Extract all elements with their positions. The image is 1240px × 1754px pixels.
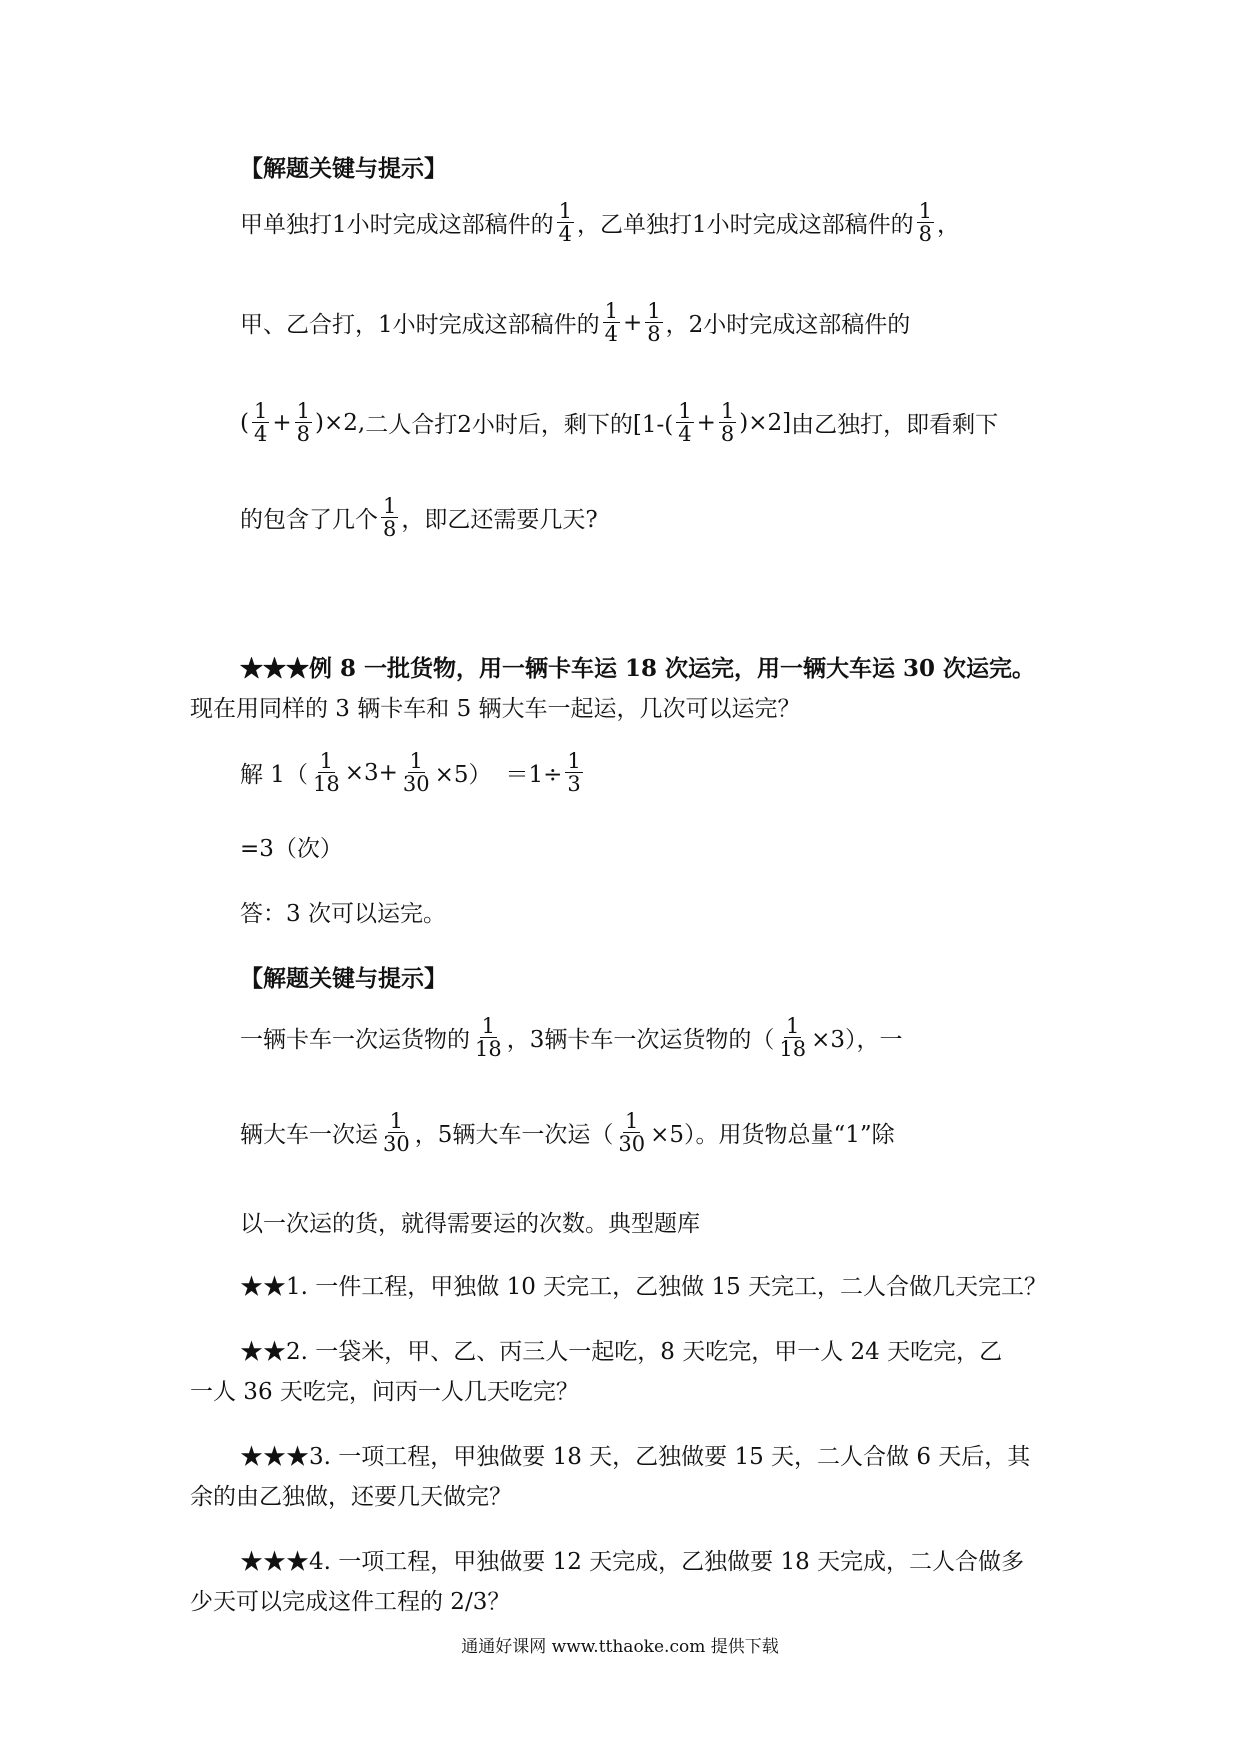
text: 辆大车一次运: [240, 1122, 378, 1149]
text: 一辆卡车一次运货物的: [240, 1027, 470, 1054]
hint1-line-3: [240, 400, 998, 445]
solution-result: =3（次）: [240, 836, 343, 862]
fraction-1-18: $\frac{1}{18}$: [312, 749, 340, 797]
problem-2-line-1: ★★2. 一袋米，甲、乙、丙三人一起吃，8 天吃完，甲一人 24 天吃完，乙: [240, 1339, 1003, 1365]
fraction-1-4: $\frac{1}{4}$: [558, 199, 573, 247]
fraction-1-30: $\frac{1}{30}$: [402, 749, 430, 797]
fraction-1-8: $\frac{1}{8}$: [720, 399, 735, 447]
text: ，乙单独打1小时完成这部稿件的: [577, 212, 914, 239]
text: ，2小时完成这部稿件的: [665, 312, 911, 339]
text: 解 1（: [240, 762, 308, 789]
text: 由乙独打，即看剩下: [791, 412, 999, 439]
text: ，即乙还需要几天?: [401, 507, 598, 534]
text: ＝1÷: [505, 762, 563, 789]
hint-heading-1: 【解题关键与提示】: [240, 155, 447, 182]
text: )×2]: [739, 409, 792, 436]
fraction-1-8: $\frac{1}{8}$: [383, 494, 397, 542]
hint2-line-1: [240, 1015, 903, 1060]
text: 二人合打2小时后，剩下的[1-(: [365, 412, 674, 439]
problem-3-line-2: 余的由乙独做，还要几天做完？: [190, 1484, 512, 1510]
text: ×5）: [434, 762, 492, 789]
hint1-line-4: [240, 495, 598, 540]
text: 甲单独打1小时完成这部稿件的: [240, 212, 554, 239]
fraction-1-8: $\frac{1}{8}$: [647, 299, 661, 347]
fraction-1-30: $\frac{1}{30}$: [618, 1109, 646, 1157]
example-8-line-1: [240, 650, 1035, 683]
problem-4-line-2: 少天可以完成这件工程的 2/3？: [190, 1589, 511, 1615]
fraction-1-4: $\frac{1}{4}$: [253, 399, 268, 447]
hint-heading-2: 【解题关键与提示】: [240, 965, 447, 992]
text: 的包含了几个: [240, 507, 378, 534]
plus-sign: +: [623, 309, 643, 336]
fraction-1-18: $\frac{1}{18}$: [779, 1014, 807, 1062]
text: ×5）。用货物总量“1”除: [650, 1122, 895, 1149]
solution-line: [240, 750, 586, 795]
fraction-1-8: $\frac{1}{8}$: [296, 399, 311, 447]
fraction-1-8: $\frac{1}{8}$: [918, 199, 933, 247]
text: ×3+: [344, 759, 398, 786]
text: ，: [937, 212, 961, 239]
fraction-1-3: $\frac{1}{3}$: [567, 749, 581, 797]
problem-2-line-2: 一人 36 天吃完，问丙一人几天吃完？: [190, 1379, 579, 1405]
fraction-1-4: $\frac{1}{4}$: [604, 299, 619, 347]
plus-sign: +: [272, 409, 292, 436]
fraction-1-30: $\frac{1}{30}$: [383, 1109, 410, 1157]
text: 甲、乙合打，1小时完成这部稿件的: [240, 312, 600, 339]
plus-sign: +: [696, 409, 716, 436]
open-paren: (: [240, 409, 249, 436]
problem-4-line-1: ★★★4. 一项工程，甲独做要 12 天完成，乙独做要 18 天完成，二人合做多: [240, 1549, 1025, 1575]
example-8-text: ★★★例 8 一批货物，用一辆卡车运 18 次运完，用一辆大车运 30 次运完。: [240, 655, 1036, 682]
hint1-line-2: [240, 300, 910, 345]
hint2-line-2: [240, 1110, 895, 1155]
text: ×3），一: [811, 1027, 903, 1054]
footer-text: 通通好课网 www.tthaoke.com 提供下载: [461, 1637, 779, 1657]
text: ，3辆卡车一次运货物的（: [506, 1027, 775, 1054]
fraction-1-4: $\frac{1}{4}$: [678, 399, 692, 447]
problem-3-line-1: ★★★3. 一项工程，甲独做要 18 天，乙独做要 15 天，二人合做 6 天后，其: [240, 1444, 1031, 1470]
problem-1: ★★1. 一件工程，甲独做 10 天完工，乙独做 15 天完工，二人合做几天完工？: [240, 1274, 1048, 1300]
text: )×2,: [315, 409, 366, 436]
fraction-1-18: $\frac{1}{18}$: [475, 1014, 502, 1062]
text: ，5辆大车一次运（: [414, 1122, 614, 1149]
hint1-line-1: [240, 200, 960, 245]
hint2-line-3: 以一次运的货，就得需要运的次数。典型题库: [240, 1211, 700, 1237]
answer-line: 答：3 次可以运完。: [240, 901, 446, 927]
example-8-line-2: 现在用同样的 3 辆卡车和 5 辆大车一起运，几次可以运完？: [190, 696, 801, 722]
